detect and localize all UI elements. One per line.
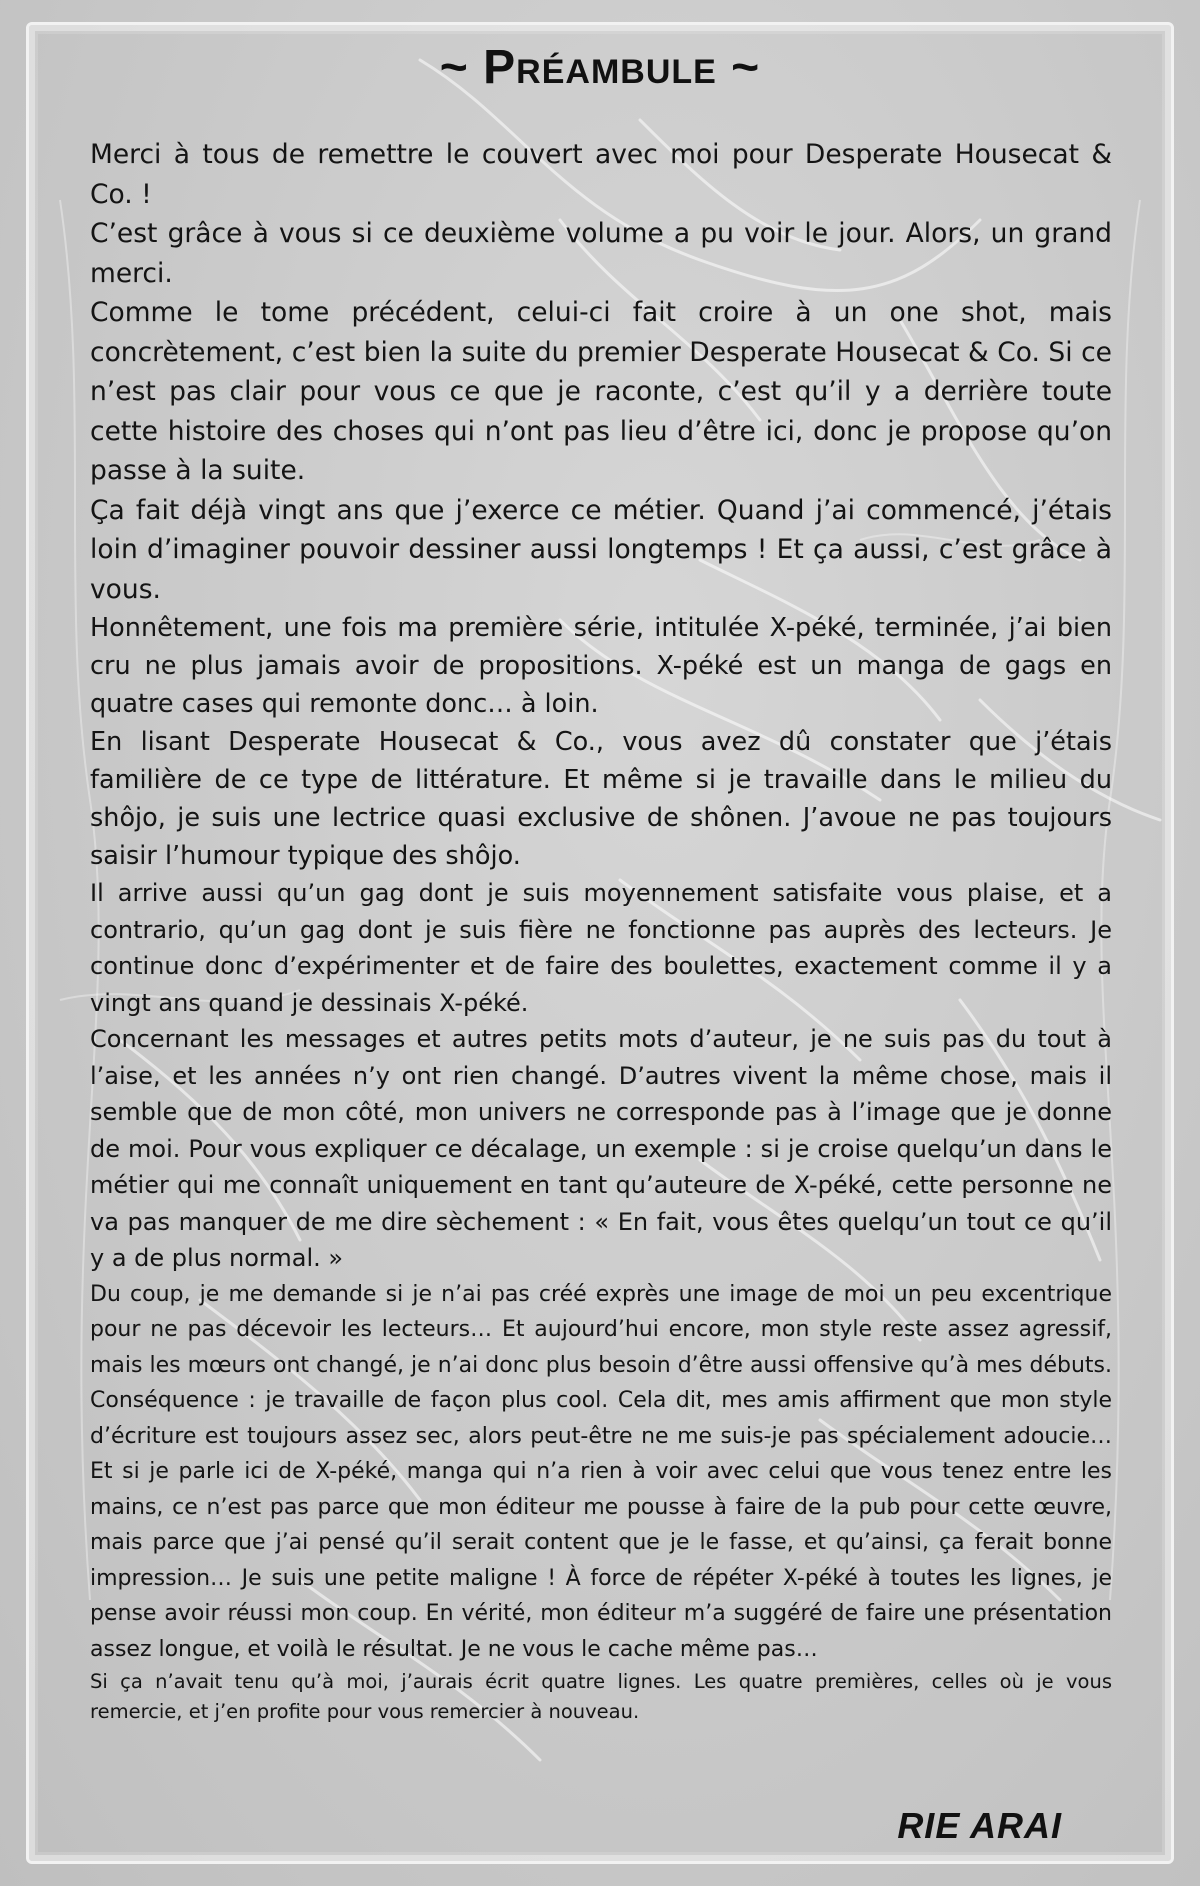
paragraph: Du coup, je me demande si je n’ai pas créé exprès une image de moi un peu excentrique pour ne pas décevoir les lecteurs… Et aujourd’hui encore, mon style reste assez agressif, mais les mœurs ont changé, je n’ai donc plus besoin d’être aussi offensive qu’à mes débuts. Conséquence : je travaille de façon plus cool. Cela dit, mes amis affirment que mon style d’écriture est toujours assez sec, alors peut-être ne me suis-je pas spécialement adoucie… Et si je parle ici de X-péké, manga qui n’a rien à voir avec celui que vous tenez entre les mains, ce n’est pas parce que mon éditeur me pousse à faire de la pub pour cette œuvre, mais parce que j’ai pensé qu’il serait content que je le fasse, et qu’ainsi, ça ferait bonne impression… Je suis une petite maligne ! À force de répéter X-péké à toutes les lignes, je pense avoir réussi mon coup. En vérité, mon éditeur m’a suggéré de faire une présentation assez longue, et voilà le résultat. Je ne vous le cache même pas…: [90, 1281, 1112, 1662]
paragraph: Concernant les messages et autres petits mots d’auteur, je ne suis pas du tout à l’aise, et les années n’y ont rien changé. D’autres vivent la même chose, mais il semble que de mon côté, mon univers ne corresponde pas à l’image que je donne de moi. Pour vous expliquer ce décalage, un exemple : si je croise quelqu’un dans le métier qui me connaît uniquement en tant qu’auteure de X-péké, cette personne ne va pas manquer de me dire sèchement : « En fait, vous êtes quelqu’un tout ce qu’il y a de plus normal. »: [90, 1025, 1112, 1272]
paragraph: Il arrive aussi qu’un gag dont je suis moyennement satisfaite vous plaise, et a contrario, qu’un gag dont je suis fière ne fonctionne pas auprès des lecteurs. Je continue donc d’expérimenter et de faire des boulettes, exactement comme il y a vingt ans quand je dessinais X-péké.: [90, 879, 1112, 1017]
author-signature: RIE ARAI: [897, 1805, 1062, 1846]
page-title: ~ Préambule ~: [439, 41, 761, 94]
paragraph: Merci à tous de remettre le couvert avec moi pour Desperate Housecat & Co. !: [90, 139, 1112, 210]
paragraph: Ça fait déjà vingt ans que j’exerce ce métier. Quand j’ai commencé, j’étais loin d’imaginer pouvoir dessiner aussi longtemps ! Et ça aussi, c’est grâce à vous.: [90, 494, 1112, 605]
paragraph: En lisant Desperate Housecat & Co., vous avez dû constater que j’étais familière de ce type de littérature. Et même si je travaille dans le milieu du shôjo, je suis une lectrice quasi exclusive de shônen. J’avoue ne pas toujours saisir l’humour typique des shôjo.: [90, 727, 1112, 871]
paragraph: Honnêtement, une fois ma première série, intitulée X-péké, terminée, j’ai bien cru ne plus jamais avoir de propositions. X-péké est un manga de gags en quatre cases qui remonte donc… à loin.: [90, 613, 1112, 719]
paragraph: Si ça n’avait tenu qu’à moi, j’aurais écrit quatre lignes. Les quatre premières, celles où je vous remercie, et j’en profite pour vous remercier à nouveau.: [90, 1670, 1112, 1723]
paragraph: C’est grâce à vous si ce deuxième volume a pu voir le jour. Alors, un grand merci.: [90, 218, 1112, 289]
paragraph: Comme le tome précédent, celui-ci fait croire à un one shot, mais concrètement, c’est bien la suite du premier Desperate Housecat & Co. Si ce n’est pas clair pour vous ce que je raconte, c’est qu’il y a derrière toute cette histoire des choses qui n’ont pas lieu d’être ici, donc je propose qu’on passe à la suite.: [90, 297, 1112, 486]
preamble-text: [90, 135, 1112, 1727]
